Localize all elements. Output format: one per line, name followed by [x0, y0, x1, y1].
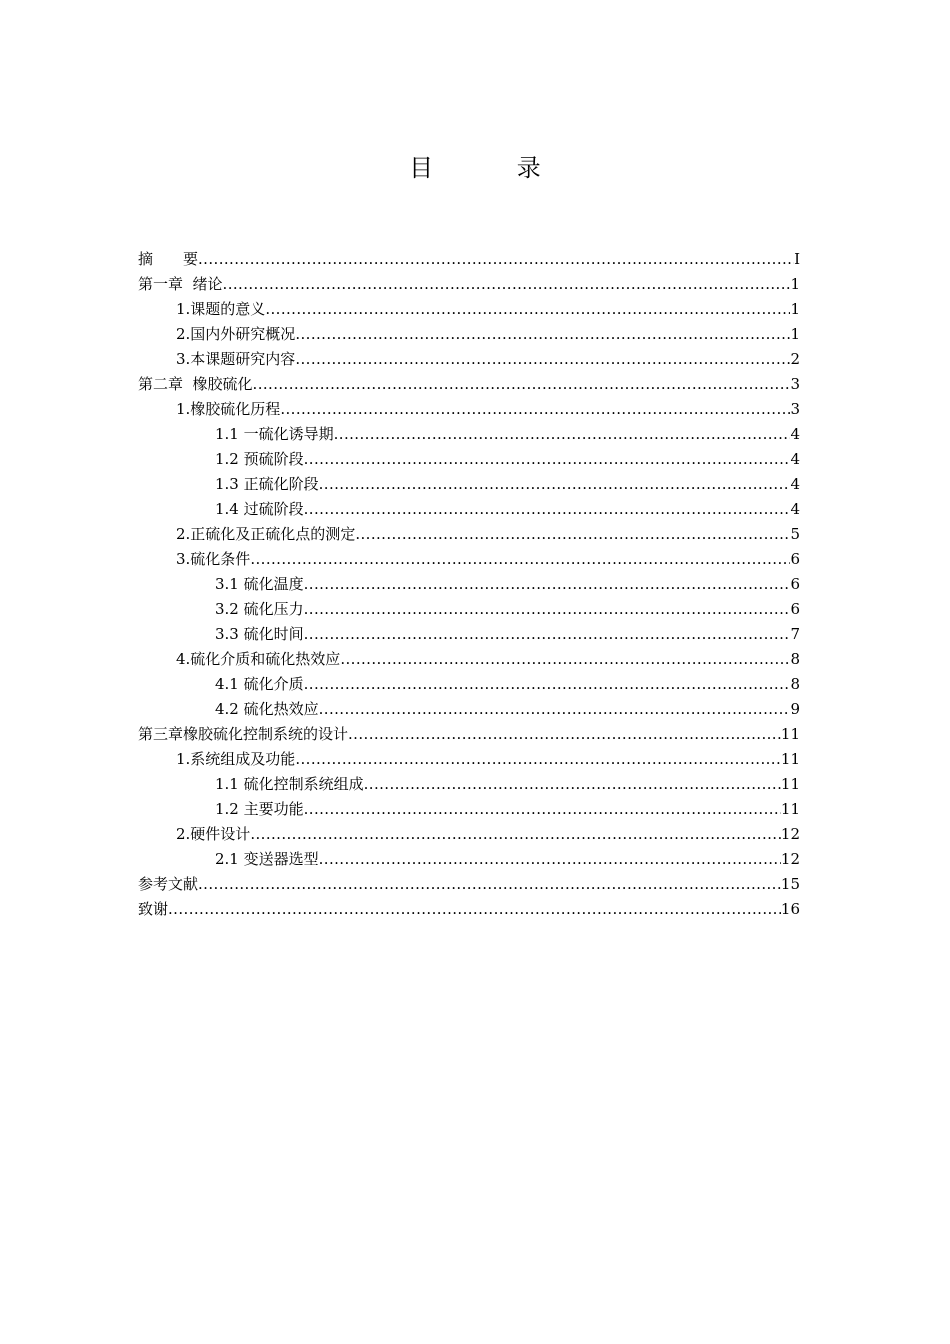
toc-entry-label: 3.3 硫化时间	[215, 625, 304, 643]
toc-entry-page: 1	[790, 300, 800, 318]
toc-entry-page: 6	[790, 600, 800, 618]
dot-leader	[295, 750, 781, 768]
toc-entry-label: 摘 要	[138, 250, 199, 268]
dot-leader	[295, 350, 790, 368]
dot-leader	[304, 600, 791, 618]
toc-entry-page: 3	[790, 375, 800, 393]
toc-entry[interactable]	[138, 793, 800, 818]
toc-entry-page: 4	[790, 425, 800, 443]
dot-leader	[250, 550, 790, 568]
toc-entry-page: 8	[790, 650, 800, 668]
table-of-contents	[138, 243, 800, 918]
toc-entry-page: 6	[790, 575, 800, 593]
toc-entry-page: 2	[790, 350, 800, 368]
toc-entry[interactable]	[138, 593, 800, 618]
toc-entry-page: 16	[780, 900, 800, 918]
toc-entry-page: 12	[780, 825, 800, 843]
toc-entry-label: 4.1 硫化介质	[215, 675, 304, 693]
dot-leader	[198, 875, 781, 893]
toc-entry-label: 致谢	[138, 900, 169, 918]
dot-leader	[334, 425, 791, 443]
dot-leader	[280, 400, 790, 418]
toc-entry-label: 参考文献	[138, 875, 199, 893]
dot-leader	[168, 900, 781, 918]
dot-leader	[319, 700, 791, 718]
toc-entry[interactable]	[138, 543, 800, 568]
toc-entry[interactable]	[138, 743, 800, 768]
toc-entry-label: 1.橡胶硫化历程	[176, 400, 281, 418]
toc-entry-label: 3.硫化条件	[176, 550, 251, 568]
dot-leader	[304, 675, 791, 693]
dot-leader	[304, 625, 791, 643]
toc-entry-label: 1.课题的意义	[176, 300, 266, 318]
toc-entry[interactable]	[138, 518, 800, 543]
dot-leader	[319, 475, 791, 493]
dot-leader	[364, 775, 781, 793]
toc-entry-page: I	[794, 250, 800, 268]
toc-entry-page: 4	[790, 500, 800, 518]
toc-entry-page: 4	[790, 475, 800, 493]
toc-entry-label: 1.系统组成及功能	[176, 750, 296, 768]
toc-entry[interactable]	[138, 243, 800, 268]
toc-entry[interactable]	[138, 668, 800, 693]
toc-entry-label: 1.1 一硫化诱导期	[215, 425, 334, 443]
dot-leader	[295, 325, 790, 343]
dot-leader	[355, 525, 790, 543]
dot-leader	[304, 575, 791, 593]
toc-entry[interactable]	[138, 868, 800, 893]
toc-entry[interactable]	[138, 268, 800, 293]
dot-leader	[319, 850, 781, 868]
toc-entry-page: 7	[790, 625, 800, 643]
toc-entry[interactable]	[138, 843, 800, 868]
toc-entry-label: 2.正硫化及正硫化点的测定	[176, 525, 356, 543]
toc-entry[interactable]	[138, 468, 800, 493]
toc-entry-page: 11	[780, 800, 800, 818]
toc-entry[interactable]	[138, 768, 800, 793]
toc-entry-page: 6	[790, 550, 800, 568]
toc-entry-label: 1.2 主要功能	[215, 800, 304, 818]
dot-leader	[340, 650, 790, 668]
toc-entry-label: 4.硫化介质和硫化热效应	[176, 650, 341, 668]
toc-entry[interactable]	[138, 343, 800, 368]
toc-entry-label: 第一章 绪论	[138, 275, 223, 293]
toc-entry[interactable]	[138, 493, 800, 518]
toc-entry-label: 3.1 硫化温度	[215, 575, 304, 593]
toc-entry-label: 第三章橡胶硫化控制系统的设计	[138, 725, 349, 743]
toc-entry-page: 1	[790, 275, 800, 293]
dot-leader	[265, 300, 790, 318]
toc-entry-page: 15	[780, 875, 800, 893]
toc-entry[interactable]	[138, 818, 800, 843]
page-title: 目 录	[409, 154, 579, 182]
toc-entry-page: 9	[790, 700, 800, 718]
dot-leader	[223, 275, 791, 293]
toc-entry-label: 2.国内外研究概况	[176, 325, 296, 343]
toc-entry[interactable]	[138, 368, 800, 393]
dot-leader	[304, 800, 781, 818]
toc-entry-page: 11	[780, 750, 800, 768]
dot-leader	[304, 450, 791, 468]
dot-leader	[198, 250, 794, 268]
toc-entry-label: 第二章 橡胶硫化	[138, 375, 253, 393]
toc-entry-label: 3.2 硫化压力	[215, 600, 304, 618]
dot-leader	[348, 725, 781, 743]
toc-entry-label: 2.1 变送器选型	[215, 850, 319, 868]
toc-entry[interactable]	[138, 693, 800, 718]
toc-entry-page: 11	[780, 725, 800, 743]
toc-entry[interactable]	[138, 568, 800, 593]
toc-entry[interactable]	[138, 718, 800, 743]
toc-entry-label: 4.2 硫化热效应	[215, 700, 319, 718]
toc-entry-label: 1.3 正硫化阶段	[215, 475, 319, 493]
toc-entry-label: 2.硬件设计	[176, 825, 251, 843]
toc-entry-page: 5	[790, 525, 800, 543]
dot-leader	[253, 375, 791, 393]
toc-entry[interactable]	[138, 418, 800, 443]
toc-entry[interactable]	[138, 393, 800, 418]
toc-entry-label: 1.2 预硫阶段	[215, 450, 304, 468]
toc-entry-page: 4	[790, 450, 800, 468]
toc-entry-label: 3.本课题研究内容	[176, 350, 296, 368]
toc-entry[interactable]	[138, 443, 800, 468]
toc-entry[interactable]	[138, 643, 800, 668]
dot-leader	[304, 500, 791, 518]
toc-entry[interactable]	[138, 293, 800, 318]
toc-entry-label: 1.1 硫化控制系统组成	[215, 775, 364, 793]
toc-entry[interactable]	[138, 318, 800, 343]
toc-entry-page: 8	[790, 675, 800, 693]
toc-entry-page: 11	[780, 775, 800, 793]
toc-entry[interactable]	[138, 618, 800, 643]
toc-entry-label: 1.4 过硫阶段	[215, 500, 304, 518]
dot-leader	[250, 825, 781, 843]
toc-entry-page: 1	[790, 325, 800, 343]
toc-entry-page: 12	[780, 850, 800, 868]
toc-entry[interactable]	[138, 893, 800, 918]
toc-entry-page: 3	[790, 400, 800, 418]
